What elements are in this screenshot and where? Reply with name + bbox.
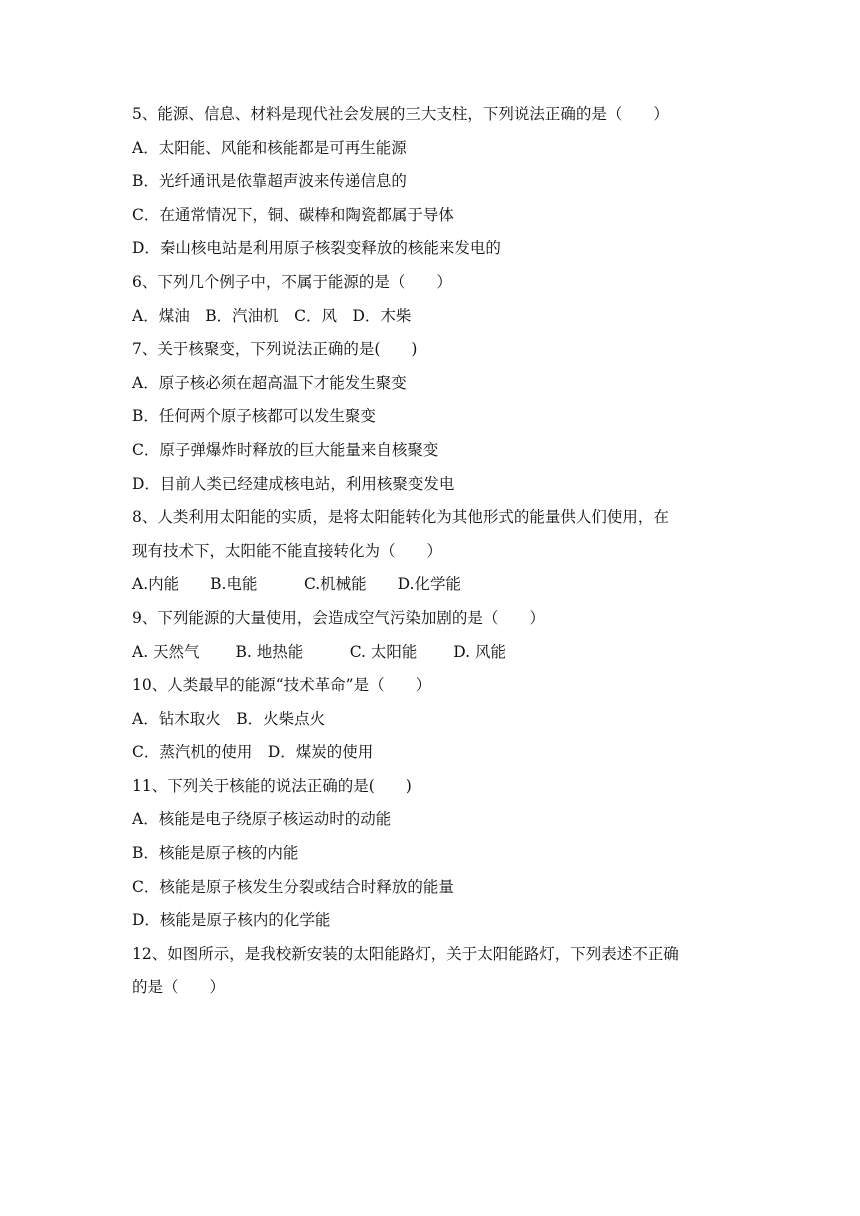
question-11-option-b: B．核能是原子核的内能 [132,844,299,863]
question-12-stem-line-2: 的是（ ） [132,978,226,997]
question-11-option-c: C．核能是原子核发生分裂或结合时释放的能量 [132,877,454,896]
question-5-option-d: D．秦山核电站是利用原子核裂变释放的核能来发电的 [132,239,501,258]
question-8-stem-line-1: 8、人类利用太阳能的实质，是将太阳能转化为其他形式的能量供人们使用，在 [132,508,669,527]
question-9-stem: 9、下列能源的大量使用，会造成空气污染加剧的是（ ） [132,608,545,627]
question-5-option-b: B．光纤通讯是依靠超声波来传递信息的 [132,172,407,191]
question-9-options: A. 天然气 B. 地热能 C. 太阳能 D. 风能 [132,642,507,661]
question-10-options-cd: C．蒸汽机的使用 D．煤炭的使用 [132,743,374,762]
question-11-option-a: A．核能是电子绕原子核运动时的动能 [132,810,392,829]
question-11-option-d: D．核能是原子核内的化学能 [132,911,331,930]
question-10-stem: 10、人类最早的能源“技术革命”是（ ） [132,676,432,695]
question-7-option-a: A．原子核必须在超高温下才能发生聚变 [132,373,407,392]
question-6-stem: 6、下列几个例子中，不属于能源的是（ ） [132,272,452,291]
question-12-stem-line-1: 12、如图所示，是我校新安装的太阳能路灯，关于太阳能路灯，下列表述不正确 [132,944,679,963]
question-7-option-c: C．原子弹爆炸时释放的巨大能量来自核聚变 [132,440,439,459]
question-5-stem: 5、能源、信息、材料是现代社会发展的三大支柱，下列说法正确的是（ ） [132,105,669,123]
question-5-option-a: A．太阳能、风能和核能都是可再生能源 [132,138,407,157]
question-11-stem: 11、下列关于核能的说法正确的是( ) [132,776,412,795]
question-8-options: A.内能 B.电能 C.机械能 D.化学能 [132,575,461,594]
question-10-options-ab: A．钻木取火 B．火柴点火 [132,709,326,728]
question-7-option-d: D．目前人类已经建成核电站，利用核聚变发电 [132,474,455,493]
question-7-option-b: B．任何两个原子核都可以发生聚变 [132,407,376,426]
question-8-stem-line-2: 现有技术下，太阳能不能直接转化为（ ） [132,541,443,560]
question-7-stem: 7、关于核聚变，下列说法正确的是( ) [132,340,418,359]
question-5-option-c: C．在通常情况下，铜、碳棒和陶瓷都属于导体 [132,205,454,224]
question-6-options: A．煤油 B．汽油机 C．风 D．木柴 [132,306,412,325]
